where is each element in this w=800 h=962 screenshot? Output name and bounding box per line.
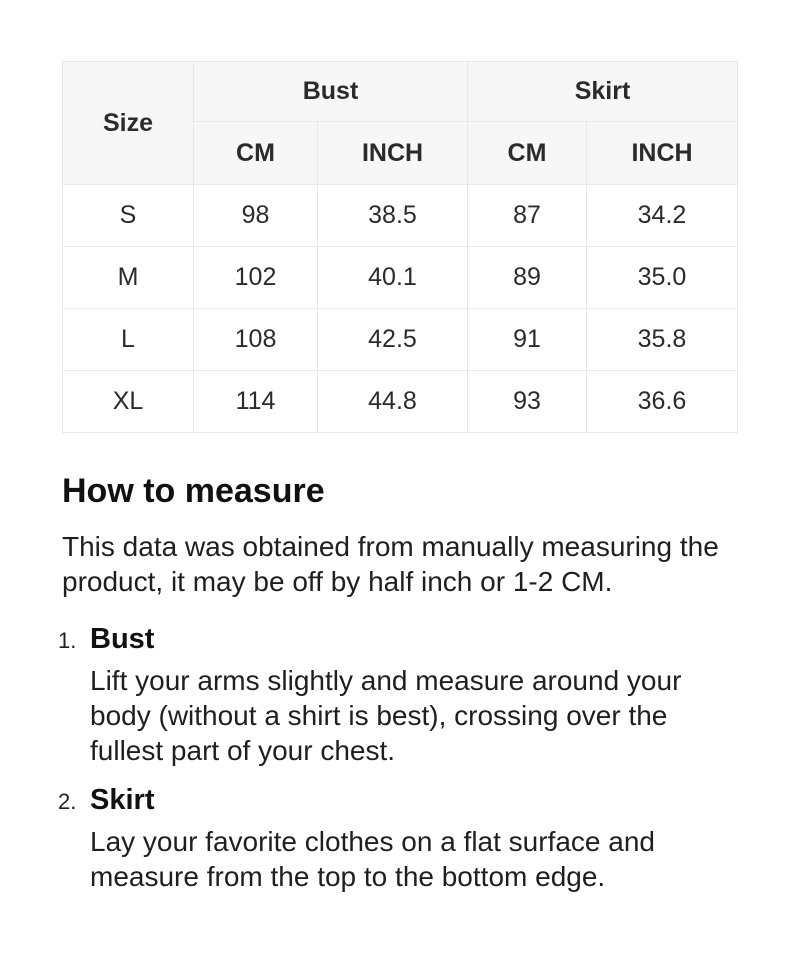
value-cell: 114 <box>194 371 318 433</box>
header-cell-skirt-cm: CM <box>468 122 587 185</box>
size-cell: L <box>63 309 194 371</box>
list-item-description: Lift your arms slightly and measure around your body (without a shirt is best), crossing over the fullest part of your chest. <box>90 665 682 766</box>
value-cell: 40.1 <box>318 247 468 309</box>
header-cell-bust-cm: CM <box>194 122 318 185</box>
list-item-title: Skirt <box>90 784 155 816</box>
value-cell: 38.5 <box>318 185 468 247</box>
table-row-l <box>63 309 738 371</box>
list-item-header <box>58 782 738 818</box>
size-cell: XL <box>63 371 194 433</box>
table-row-m <box>63 247 738 309</box>
value-cell: 44.8 <box>318 371 468 433</box>
list-item-bust <box>58 621 738 768</box>
value-cell: 102 <box>194 247 318 309</box>
header-cell-size: Size <box>63 62 194 185</box>
value-cell: 89 <box>468 247 587 309</box>
list-item-description: Lay your favorite clothes on a flat surface and measure from the top to the bottom edge. <box>90 826 655 892</box>
header-cell-bust-inch: INCH <box>318 122 468 185</box>
value-cell: 93 <box>468 371 587 433</box>
how-to-measure-intro: This data was obtained from manually measuring the product, it may be off by half inch or 1-2 CM. <box>62 531 719 597</box>
header-cell-skirt-group: Skirt <box>468 62 738 122</box>
value-cell: 91 <box>468 309 587 371</box>
value-cell: 36.6 <box>587 371 738 433</box>
list-item-header <box>58 621 738 657</box>
value-cell: 35.8 <box>587 309 738 371</box>
value-cell: 34.2 <box>587 185 738 247</box>
list-item-skirt <box>58 782 738 894</box>
how-to-measure-heading: How to measure <box>62 472 325 510</box>
measure-steps-list <box>58 621 738 894</box>
list-item-number: 2. <box>58 789 77 814</box>
header-cell-bust-group: Bust <box>194 62 468 122</box>
value-cell: 108 <box>194 309 318 371</box>
size-chart-table <box>62 61 738 433</box>
value-cell: 35.0 <box>587 247 738 309</box>
value-cell: 98 <box>194 185 318 247</box>
size-cell: S <box>63 185 194 247</box>
value-cell: 42.5 <box>318 309 468 371</box>
header-row-groups <box>63 62 738 122</box>
list-item-title: Bust <box>90 623 155 655</box>
table-row-s <box>63 185 738 247</box>
size-cell: M <box>63 247 194 309</box>
table-row-xl <box>63 371 738 433</box>
header-cell-skirt-inch: INCH <box>587 122 738 185</box>
value-cell: 87 <box>468 185 587 247</box>
list-item-number: 1. <box>58 628 77 653</box>
